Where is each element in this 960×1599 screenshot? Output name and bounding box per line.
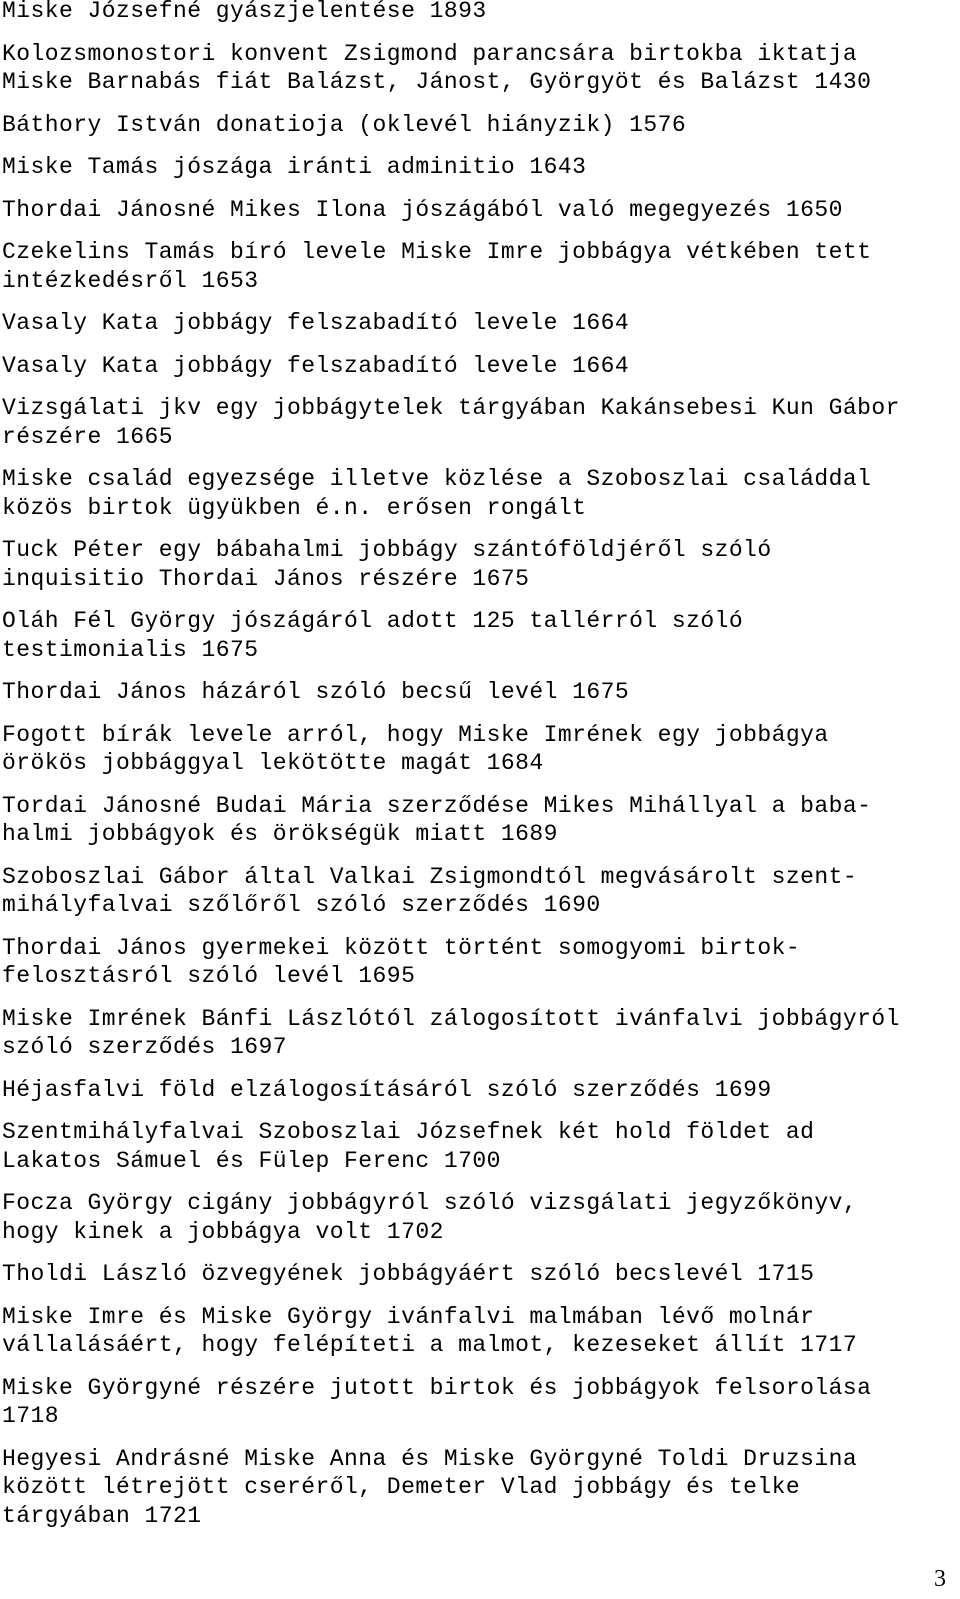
list-item: Miske Józsefné gyászjelentése 1893 bbox=[2, 0, 487, 24]
list-item: Tuck Péter egy bábahalmi jobbágy szántóföldjéről szóló inquisitio Thordai János részére 1675 bbox=[2, 537, 772, 592]
list-item: Szoboszlai Gábor által Valkai Zsigmondtól megvásárolt szent- mihályfalvai szőlőről szóló szerződés 1690 bbox=[2, 863, 858, 918]
list-item: Miske Imrének Bánfi Lászlótól zálogosított ivánfalvi jobbágyról szóló szerződés 1697 bbox=[2, 1005, 900, 1060]
list-item: Miske Imre és Miske György ivánfalvi malmában lévő molnár vállalásáért, hogy felépíteti a malmot, kezeseket állít 1717 bbox=[2, 1303, 858, 1358]
list-item: Focza György cigány jobbágyról szóló vizsgálati jegyzőkönyv, hogy kinek a jobbágya volt 1702 bbox=[2, 1190, 858, 1245]
list-item: Báthory István donatioja (oklevél hiányzik) 1576 bbox=[2, 111, 687, 138]
list-item: Vasaly Kata jobbágy felszabadító levele 1664 bbox=[2, 310, 630, 336]
list-item: Hegyesi Andrásné Miske Anna és Miske Györgyné Toldi Druzsina között létrejött cseréről, Demeter Vlad jobbágy és telke tárgyában 1721 bbox=[2, 1445, 858, 1529]
list-item: Szentmihályfalvai Szoboszlai Józsefnek két hold földet ad Lakatos Sámuel és Fülep Ferenc 1700 bbox=[2, 1119, 815, 1174]
list-item: Miske család egyezsége illetve közlése a Szoboszlai családdal közös birtok ügyükben é.n. erősen rongált bbox=[2, 466, 872, 521]
page-number: 3 bbox=[934, 1566, 946, 1592]
list-item: Tholdi László özvegyének jobbágyáért szóló becslevél 1715 bbox=[2, 1261, 815, 1287]
list-item: Héjasfalvi föld elzálogosításáról szóló szerződés 1699 bbox=[2, 1076, 772, 1103]
list-item: Thordai János házáról szóló becsű levél 1675 bbox=[2, 679, 630, 705]
list-item: Kolozsmonostori konvent Zsigmond parancsára birtokba iktatja Miske Barnabás fiát Balázst, Jánost, Györgyöt és Balázst 1430 bbox=[2, 40, 872, 95]
list-item: Miske Tamás jószága iránti adminitio 1643 bbox=[2, 154, 587, 180]
list-item: Vasaly Kata jobbágy felszabadító levele 1664 bbox=[2, 352, 630, 379]
list-item: Miske Györgyné részére jutott birtok és jobbágyok felsorolása 1718 bbox=[2, 1374, 872, 1429]
list-item: Tordai Jánosné Budai Mária szerződése Mikes Mihállyal a baba- halmi jobbágyok és örökségük miatt 1689 bbox=[2, 792, 872, 847]
list-item: Vizsgálati jkv egy jobbágytelek tárgyában Kakánsebesi Kun Gábor részére 1665 bbox=[2, 395, 900, 450]
list-item: Thordai Jánosné Mikes Ilona jószágából való megegyezés 1650 bbox=[2, 196, 843, 223]
list-item: Fogott bírák levele arról, hogy Miske Imrének egy jobbágya örökös jobbággyal lekötötte magát 1684 bbox=[2, 721, 829, 776]
list-item: Thordai János gyermekei között történt somogyomi birtok- felosztásról szóló levél 1695 bbox=[2, 934, 801, 989]
list-item: Czekelins Tamás bíró levele Miske Imre jobbágya vétkében tett intézkedésről 1653 bbox=[2, 239, 872, 294]
list-item: Oláh Fél György jószágáról adott 125 tallérról szóló testimonialis 1675 bbox=[2, 608, 744, 663]
document-body bbox=[2, 0, 952, 1544]
